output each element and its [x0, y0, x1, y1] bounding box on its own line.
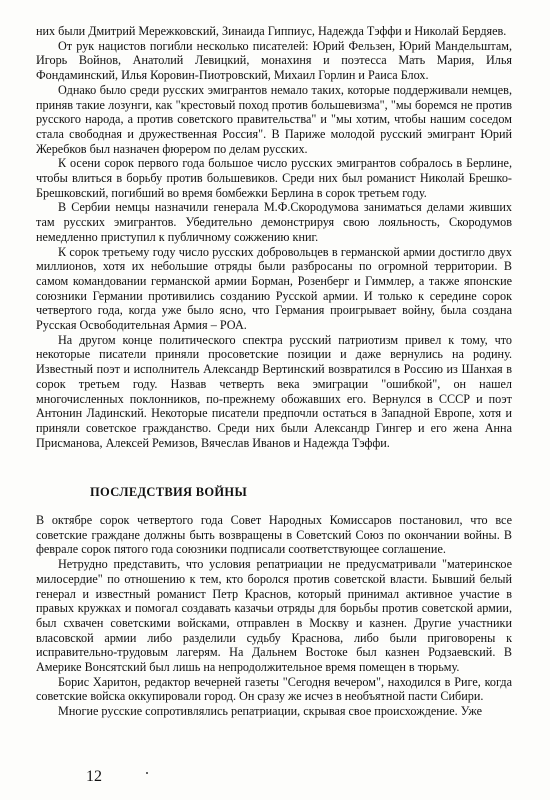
paragraph: К сорок третьему году число русских добровольцев в германской армии достигло двух миллионов, хотя их небольшие отряды были разбросаны по огромной территории. В самом командовании германской армии Борман, Розенберг и Гиммлер, а также японские союзники Германии противились созданию Русской армии. И только к середине сорок четвертого года, когда уже было ясно, что Германия проигрывает войну, была создана Русская Освободительная Армия – РОА.: [36, 244, 512, 333]
paragraph: Многие русские сопротивлялись репатриации, скрывая свое происхождение. Уже: [58, 704, 483, 719]
paragraph: Нетрудно представить, что условия репатриации не предусматривали "материнское милосердие" по отношению к тем, кто боролся против советской власти. Бывший белый генерал и известный романист Петр Краснов, который принимал активное участие в правых кружках и помогал создавать казачьи отряды для борьбы против советской армии, был схвачен советскими войсками, отправлен в Москву и казнен. Другие участники власовской армии либо разделили судьбу Краснова, либо были приговорены к исправительно-трудовым лагерям. На Дальнем Востоке был казнен Родзаевский. В Америке Вонсятский был лишь на непродолжительное время помещен в тюрьму.: [36, 557, 512, 675]
paragraph: Борис Харитон, редактор вечерней газеты "Сегодня вечером", находился в Риге, когда советские войска оккупировали город. Он сразу же исчез в необъятной пасти Сибири.: [36, 674, 512, 704]
body-text-upper: [36, 24, 512, 450]
page-number: 12: [86, 768, 102, 785]
paragraph: От рук нацистов погибли несколько писателей: Юрий Фельзен, Юрий Мандельштам, Игорь Войнов, Анатолий Левицкий, монахиня и поэтесса Мать Мария, Илья Фондаминский, Илья Коровин-Пиотровский, Михаил Горлин и Раиса Блох.: [36, 38, 512, 83]
section-heading: ПОСЛЕДСТВИЯ ВОЙНЫ: [90, 485, 248, 499]
paragraph: В октябре сорок четвертого года Совет Народных Комиссаров постановил, что все советские граждане должны быть возвращены в Советский Союз по окончании войны. В феврале сорок пятого года союзники подписали соответствующее соглашение.: [36, 513, 512, 557]
paragraph: На другом конце политического спектра русский патриотизм привел к тому, что некоторые писатели приняли просоветские позиции и даже вернулись на родину. Известный поэт и исполнитель Александр Вертинский возвратился в Россию из Шанхая в сорок третьем году. Назвав четверть века эмиграции "ошибкой", он нашел многочисленных поклонников, по-прежнему обожавших его. Вернулся в СССР и поэт Антонин Ладинский. Некоторые писатели предпочли остаться в Западной Европе, хотя и приняли советское гражданство. Среди них были Александр Гингер и его жена Анна Присманова, Алексей Ремизов, Вячеслав Иванов и Надежда Тэффи.: [36, 332, 512, 450]
paragraph: Однако было среди русских эмигрантов немало таких, которые поддерживали немцев, приняв такие лозунги, как "крестовый поход против большевизма", "мы боремся не против русского народа, а против советского правительства" и "мы хотим, чтобы нашим соседом стала свободная и дружественная Россия". В Париже молодой русский эмигрант Юрий Жеребков был назначен фюрером по делам русских.: [36, 82, 512, 156]
paragraph: них были Дмитрий Мережковский, Зинаида Гиппиус, Надежда Тэффи и Николай Бердяев.: [36, 24, 507, 38]
paragraph: К осени сорок первого года большое число русских эмигрантов собралось в Берлине, чтобы влиться в борьбу против большевиков. Среди них был романист Николай Брешко-Брешковский, погибший во время бомбежки Берлина в сорок третьем году.: [36, 156, 512, 200]
paragraph: В Сербии немцы назначили генерала М.Ф.Скородумова заниматься делами живших там русских эмигрантов. Убедительно демонстрируя свою лояльность, Скородумов немедленно приступил к публичному сожжению книг.: [36, 200, 512, 244]
body-text-lower: [36, 513, 512, 719]
print-speck: [146, 772, 148, 774]
